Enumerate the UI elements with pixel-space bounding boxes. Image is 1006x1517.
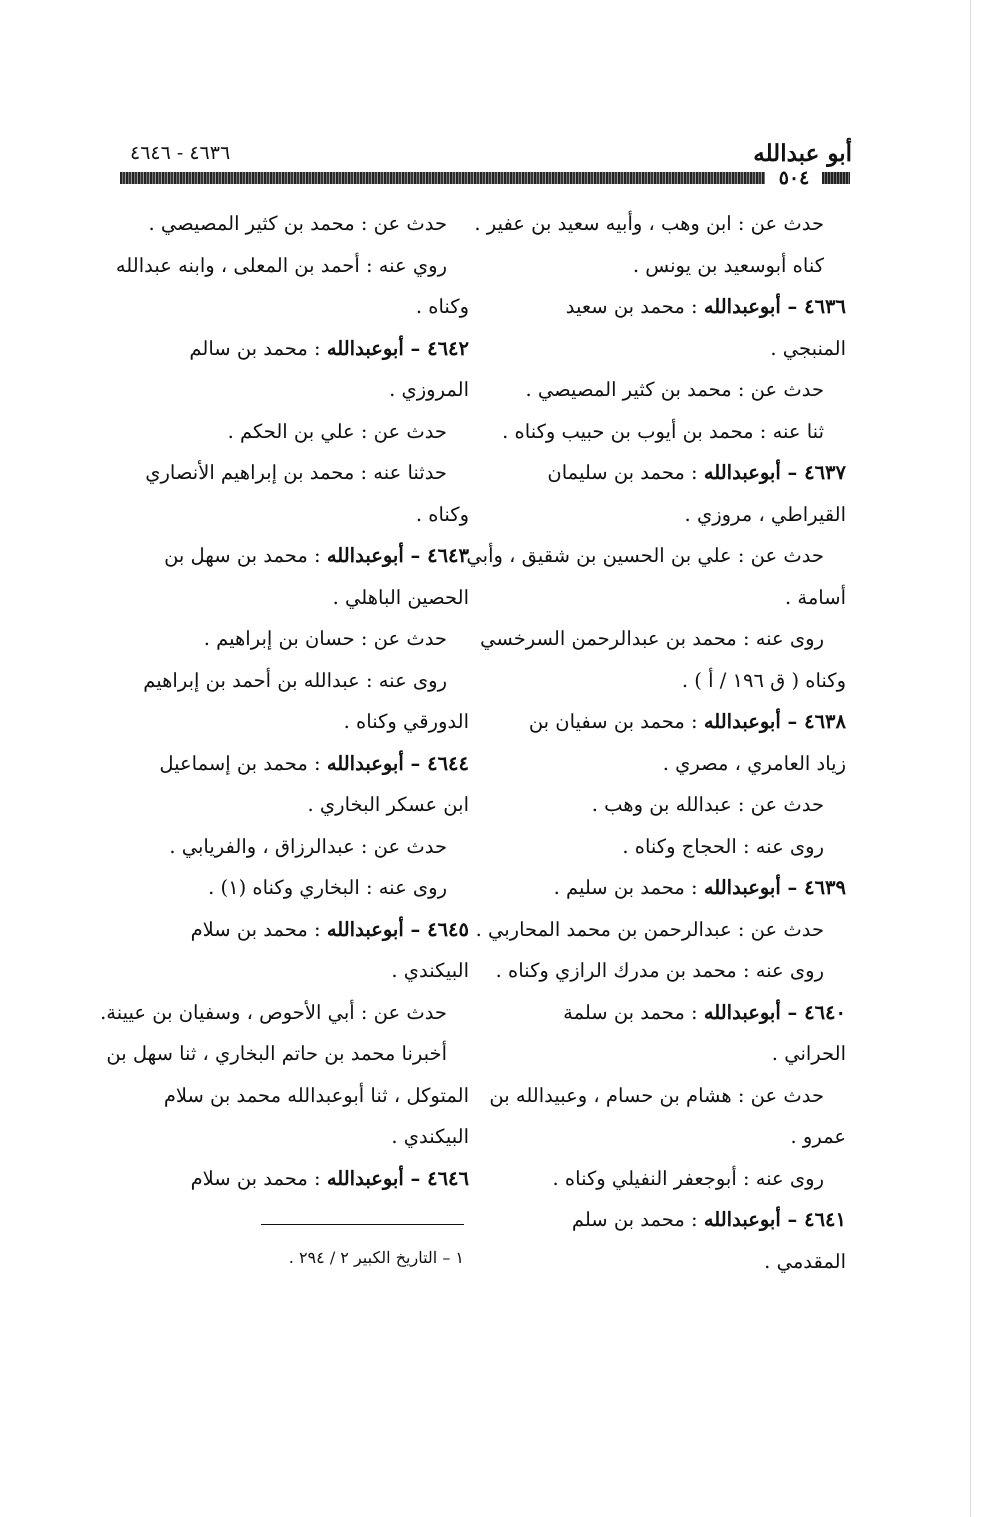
text-line: حدث عن : علي بن الحسين بن شقيق ، وأبي: [466, 544, 824, 567]
text-line: وكناه ( ق ١٩٦ / أ ) .: [681, 668, 846, 692]
right-column: [466, 203, 846, 1282]
text-line: حدث عن : حسان بن إبراهيم .: [203, 627, 447, 650]
header-title: أبو عبدالله: [753, 140, 852, 167]
text-line: حدث عن : علي بن الحكم .: [227, 419, 447, 443]
text-line: البيكندي .: [391, 1125, 469, 1148]
text-line: حدث عن : أبي الأحوص ، وسفيان بن عيينة.: [100, 1000, 447, 1024]
text-line: روى عنه : أبوجعفر النفيلي وكناه .: [552, 1166, 824, 1190]
text-line: الدورقي وكناه .: [343, 710, 469, 733]
header-range: ٤٦٣٦ - ٤٦٤٦: [130, 142, 231, 164]
running-header: [120, 140, 852, 166]
text-line: أخبرنا محمد بن حاتم البخاري ، ثنا سهل بن: [106, 1042, 447, 1065]
text-line: حدثنا عنه : محمد بن إبراهيم الأنصاري: [145, 461, 447, 484]
text-line: زياد العامري ، مصري .: [662, 751, 846, 775]
text-line: ٤٦٤٤ – أبوعبدالله : محمد بن إسماعيل: [159, 751, 469, 775]
text-line: كناه أبوسعيد بن يونس .: [632, 253, 824, 277]
text-line: ٤٦٣٦ – أبوعبدالله : محمد بن سعيد: [565, 295, 846, 318]
text-line: ٤٦٤٦ – أبوعبدالله : محمد بن سلام: [190, 1166, 469, 1190]
scan-edge: [970, 0, 971, 1517]
header-rule: [120, 172, 765, 184]
text-line: المنبجي .: [770, 336, 846, 360]
text-line: الحصين الباهلي .: [332, 585, 469, 609]
text-line: وكناه .: [415, 502, 469, 526]
text-line: ثنا عنه : محمد بن أيوب بن حبيب وكناه .: [502, 419, 824, 443]
text-line: الحراني .: [771, 1042, 846, 1065]
text-line: ٤٦٤٢ – أبوعبدالله : محمد بن سالم: [189, 336, 469, 360]
text-line: وكناه .: [415, 295, 469, 318]
text-line: روى عنه : البخاري وكناه (١) .: [208, 876, 447, 899]
text-line: ٤٦٤٣ – أبوعبدالله : محمد بن سهل بن: [164, 544, 469, 567]
text-line: حدث عن : هشام بن حسام ، وعبيدالله بن: [489, 1083, 824, 1107]
footnote-rule: [261, 1224, 464, 1225]
left-column: [100, 203, 469, 1199]
text-line: روى عنه : عبدالله بن أحمد بن إبراهيم: [143, 668, 447, 692]
text-line: ٤٦٤١ – أبوعبدالله : محمد بن سلم: [571, 1208, 846, 1231]
text-line: روى عنه : محمد بن عبدالرحمن السرخسي: [480, 627, 824, 650]
text-line: أسامة .: [785, 585, 846, 609]
text-line: المقدمي .: [764, 1249, 846, 1273]
footnote: ١ – التاريخ الكبير ٢ / ٢٩٤ .: [288, 1248, 464, 1267]
header-rule-end: [822, 172, 850, 184]
text-line: حدث عن : ابن وهب ، وأبيه سعيد بن عفير .: [474, 212, 824, 235]
text-line: ٤٦٤٥ – أبوعبدالله : محمد بن سلام: [190, 917, 469, 941]
text-line: ٤٦٣٩ – أبوعبدالله : محمد بن سليم .: [553, 876, 846, 899]
text-line: روى عنه : الحجاج وكناه .: [622, 834, 824, 858]
text-line: حدث عن : محمد بن كثير المصيصي .: [148, 212, 447, 235]
text-line: ٤٦٣٨ – أبوعبدالله : محمد بن سفيان بن: [528, 710, 846, 733]
text-line: روى عنه : محمد بن مدرك الرازي وكناه .: [495, 959, 824, 982]
text-line: القيراطي ، مروزي .: [684, 502, 846, 526]
text-line: المروزي .: [389, 378, 469, 401]
text-line: حدث عن : عبدالرزاق ، والفريابي .: [169, 834, 447, 858]
text-line: ٤٦٣٧ – أبوعبدالله : محمد بن سليمان: [547, 461, 846, 484]
text-line: ٤٦٤٠ – أبوعبدالله : محمد بن سلمة: [563, 1000, 846, 1024]
text-line: روي عنه : أحمد بن المعلى ، وابنه عبدالله: [115, 253, 447, 277]
text-line: ابن عسكر البخاري .: [307, 793, 469, 816]
text-line: حدث عن : عبدالرحمن بن محمد المحاربي .: [475, 917, 824, 941]
text-line: حدث عن : عبدالله بن وهب .: [591, 793, 824, 816]
text-line: حدث عن : محمد بن كثير المصيصي .: [525, 378, 824, 401]
page-number: ٥٠٤: [778, 167, 810, 189]
text-line: البيكندي .: [391, 959, 469, 982]
text-line: المتوكل ، ثنا أبوعبدالله محمد بن سلام: [163, 1083, 469, 1107]
text-line: عمرو .: [790, 1125, 846, 1148]
